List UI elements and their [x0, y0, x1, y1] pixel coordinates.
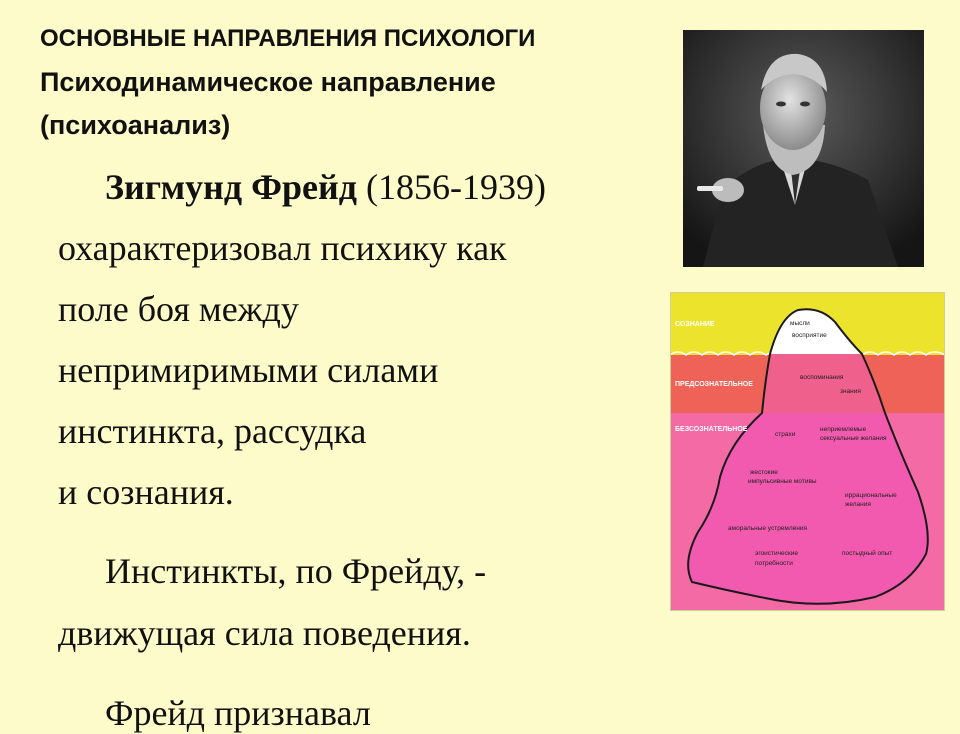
item-selfish: эгоистические [755, 550, 798, 557]
slide-subtitle-parenthetical: (психоанализ) [40, 110, 231, 140]
paragraph-2-line: Инстинкты, по Фрейду, - [105, 551, 487, 591]
item-fears: страхи [775, 431, 796, 438]
layer-label-unconscious: БЕЗСОЗНАТЕЛЬНОЕ [675, 426, 748, 433]
paragraph-2-line: движущая сила поведения. [58, 613, 471, 653]
item-thoughts: мысли [790, 320, 810, 327]
item-wishes: желания [845, 501, 871, 508]
item-irrational: иррациональные [845, 492, 897, 499]
item-memories: воспоминания [800, 374, 844, 381]
paragraph-1-line: охарактеризовал психику как [58, 228, 507, 268]
layer-label-preconscious: ПРЕДСОЗНАТЕЛЬНОЕ [675, 381, 753, 388]
paragraph-1-line: и сознания. [58, 472, 234, 512]
item-impulsive-motives: импульсивные мотивы [748, 478, 817, 485]
item-unacceptable: неприемлемые [820, 426, 867, 433]
paragraph-3-line: Фрейд признавал [105, 693, 371, 733]
item-needs: потребности [755, 560, 793, 567]
item-sexual-desires: сексуальные желания [820, 435, 887, 442]
item-knowledge: знания [840, 388, 861, 395]
item-shameful-experience: постыдный опыт [842, 550, 893, 557]
item-perception: восприятие [792, 332, 827, 339]
paragraph-1-line: инстинкта, рассудка [58, 411, 367, 451]
paragraph-1-line: поле боя между [58, 289, 299, 329]
layer-label-conscious: СОЗНАНИЕ [675, 321, 715, 328]
paragraph-1-lead [105, 166, 705, 208]
person-name: Зигмунд Фрейд [105, 167, 357, 207]
freud-portrait-photo [683, 30, 924, 267]
slide-subtitle: Психодинамическое направление [40, 67, 496, 97]
iceberg-diagram [670, 292, 945, 611]
item-violent: жестокие [750, 469, 778, 476]
paragraph-1-line: непримиримыми силами [58, 350, 439, 390]
person-years: (1856-1939) [365, 167, 546, 207]
slide-title: ОСНОВНЫЕ НАПРАВЛЕНИЯ ПСИХОЛОГИ [40, 25, 536, 52]
item-immoral-urges: аморальные устремления [728, 525, 808, 532]
